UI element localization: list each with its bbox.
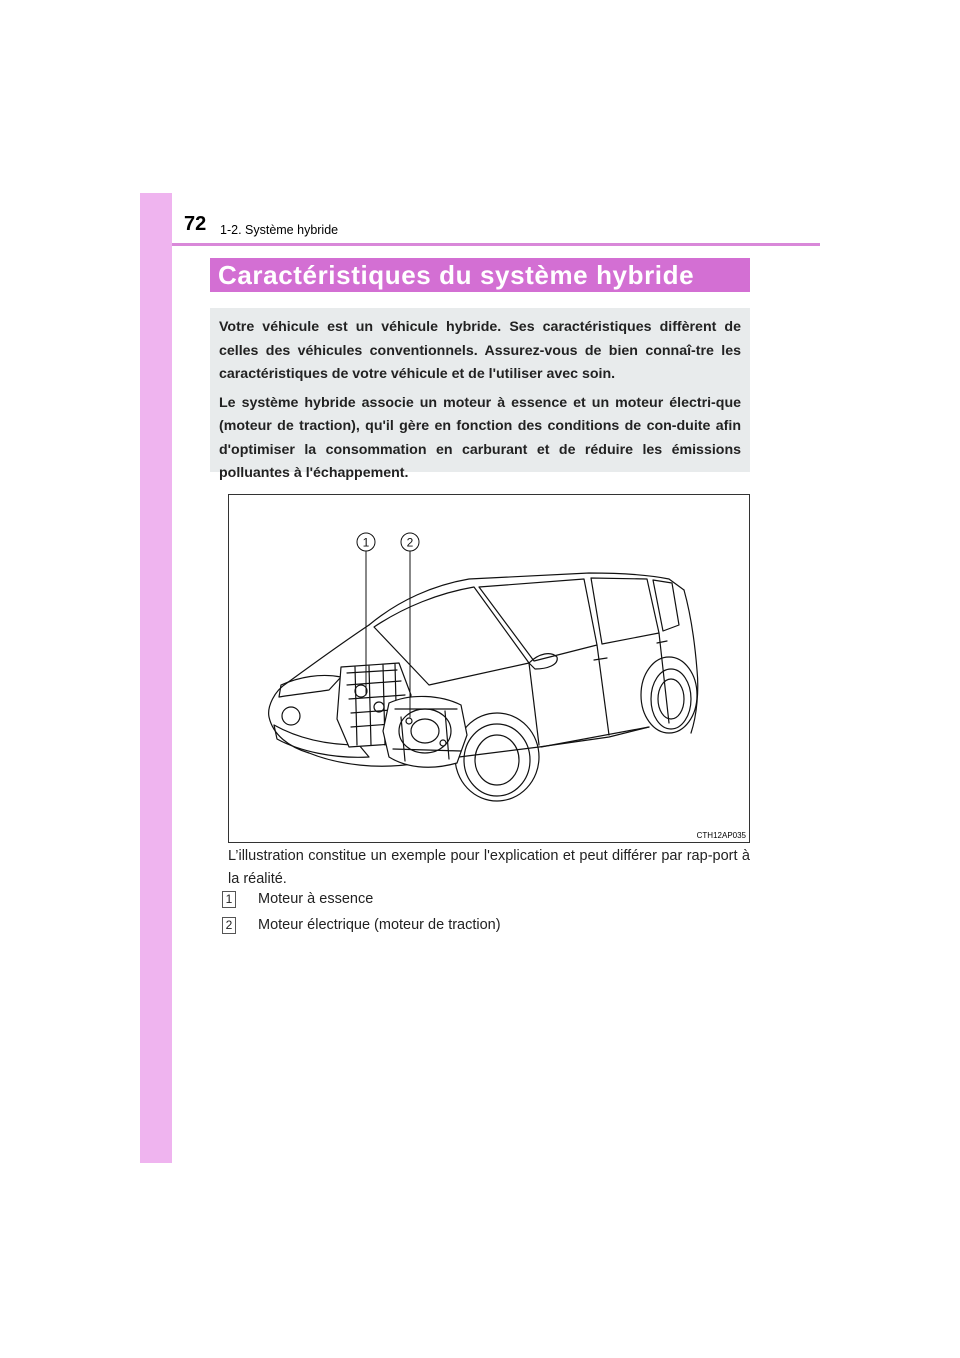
intro-box [210, 308, 750, 481]
car-roof-outline [369, 573, 684, 625]
car-rear-outline [684, 590, 698, 733]
car-drawing [229, 495, 750, 843]
callout-2-label: 2 [406, 535, 414, 550]
section-title: Caractéristiques du système hybride [210, 258, 750, 292]
car-rocker [541, 727, 649, 747]
illustration-ref-code: CTH12AP035 [696, 831, 746, 840]
legend-number-1: 1 [222, 891, 236, 908]
section-label: 1-2. Système hybride [220, 223, 339, 237]
rear-rim [658, 679, 684, 719]
door-handle-rear [657, 641, 667, 643]
front-side-window [479, 579, 597, 661]
illustration-caption: L’illustration constitue un exemple pour l'explication et peut différer par rap-port à la réalité. [228, 848, 750, 887]
car-illustration [228, 494, 750, 843]
front-wheel-arch [455, 713, 539, 801]
intro-paragraph-2: Le système hybride associe un moteur à essence et un moteur électri-que (moteur de traction), qu'il gère en fonction des conditions de con-duite afin d'optimiser la consommation en carburant et de réduire les émissions polluantes à l'échappement. [219, 394, 741, 481]
rear-wheel [651, 669, 691, 729]
legend-label-2: Moteur électrique (moteur de traction) [258, 917, 501, 933]
side-tab [140, 193, 172, 1163]
page-number: 72 [184, 213, 207, 235]
rear-side-window [591, 578, 659, 644]
electric-motor [383, 696, 467, 767]
header-rule [172, 243, 820, 246]
headlight [279, 675, 341, 697]
legend-number-2: 2 [222, 917, 236, 934]
door-handle-front [594, 658, 607, 660]
callout-1-label: 1 [362, 535, 370, 550]
front-rim [475, 735, 519, 785]
intro-paragraph-1: Votre véhicule est un véhicule hybride. Ses caractéristiques diffèrent de celles des véhicules conventionnels. Assurez-vous de bien connaî-tre les caractéristiques de votre véhicule et de l'utiliser avec soin. [219, 319, 741, 382]
emblem [282, 707, 300, 725]
legend-label-1: Moteur à essence [258, 891, 374, 907]
front-door-line [529, 663, 539, 745]
